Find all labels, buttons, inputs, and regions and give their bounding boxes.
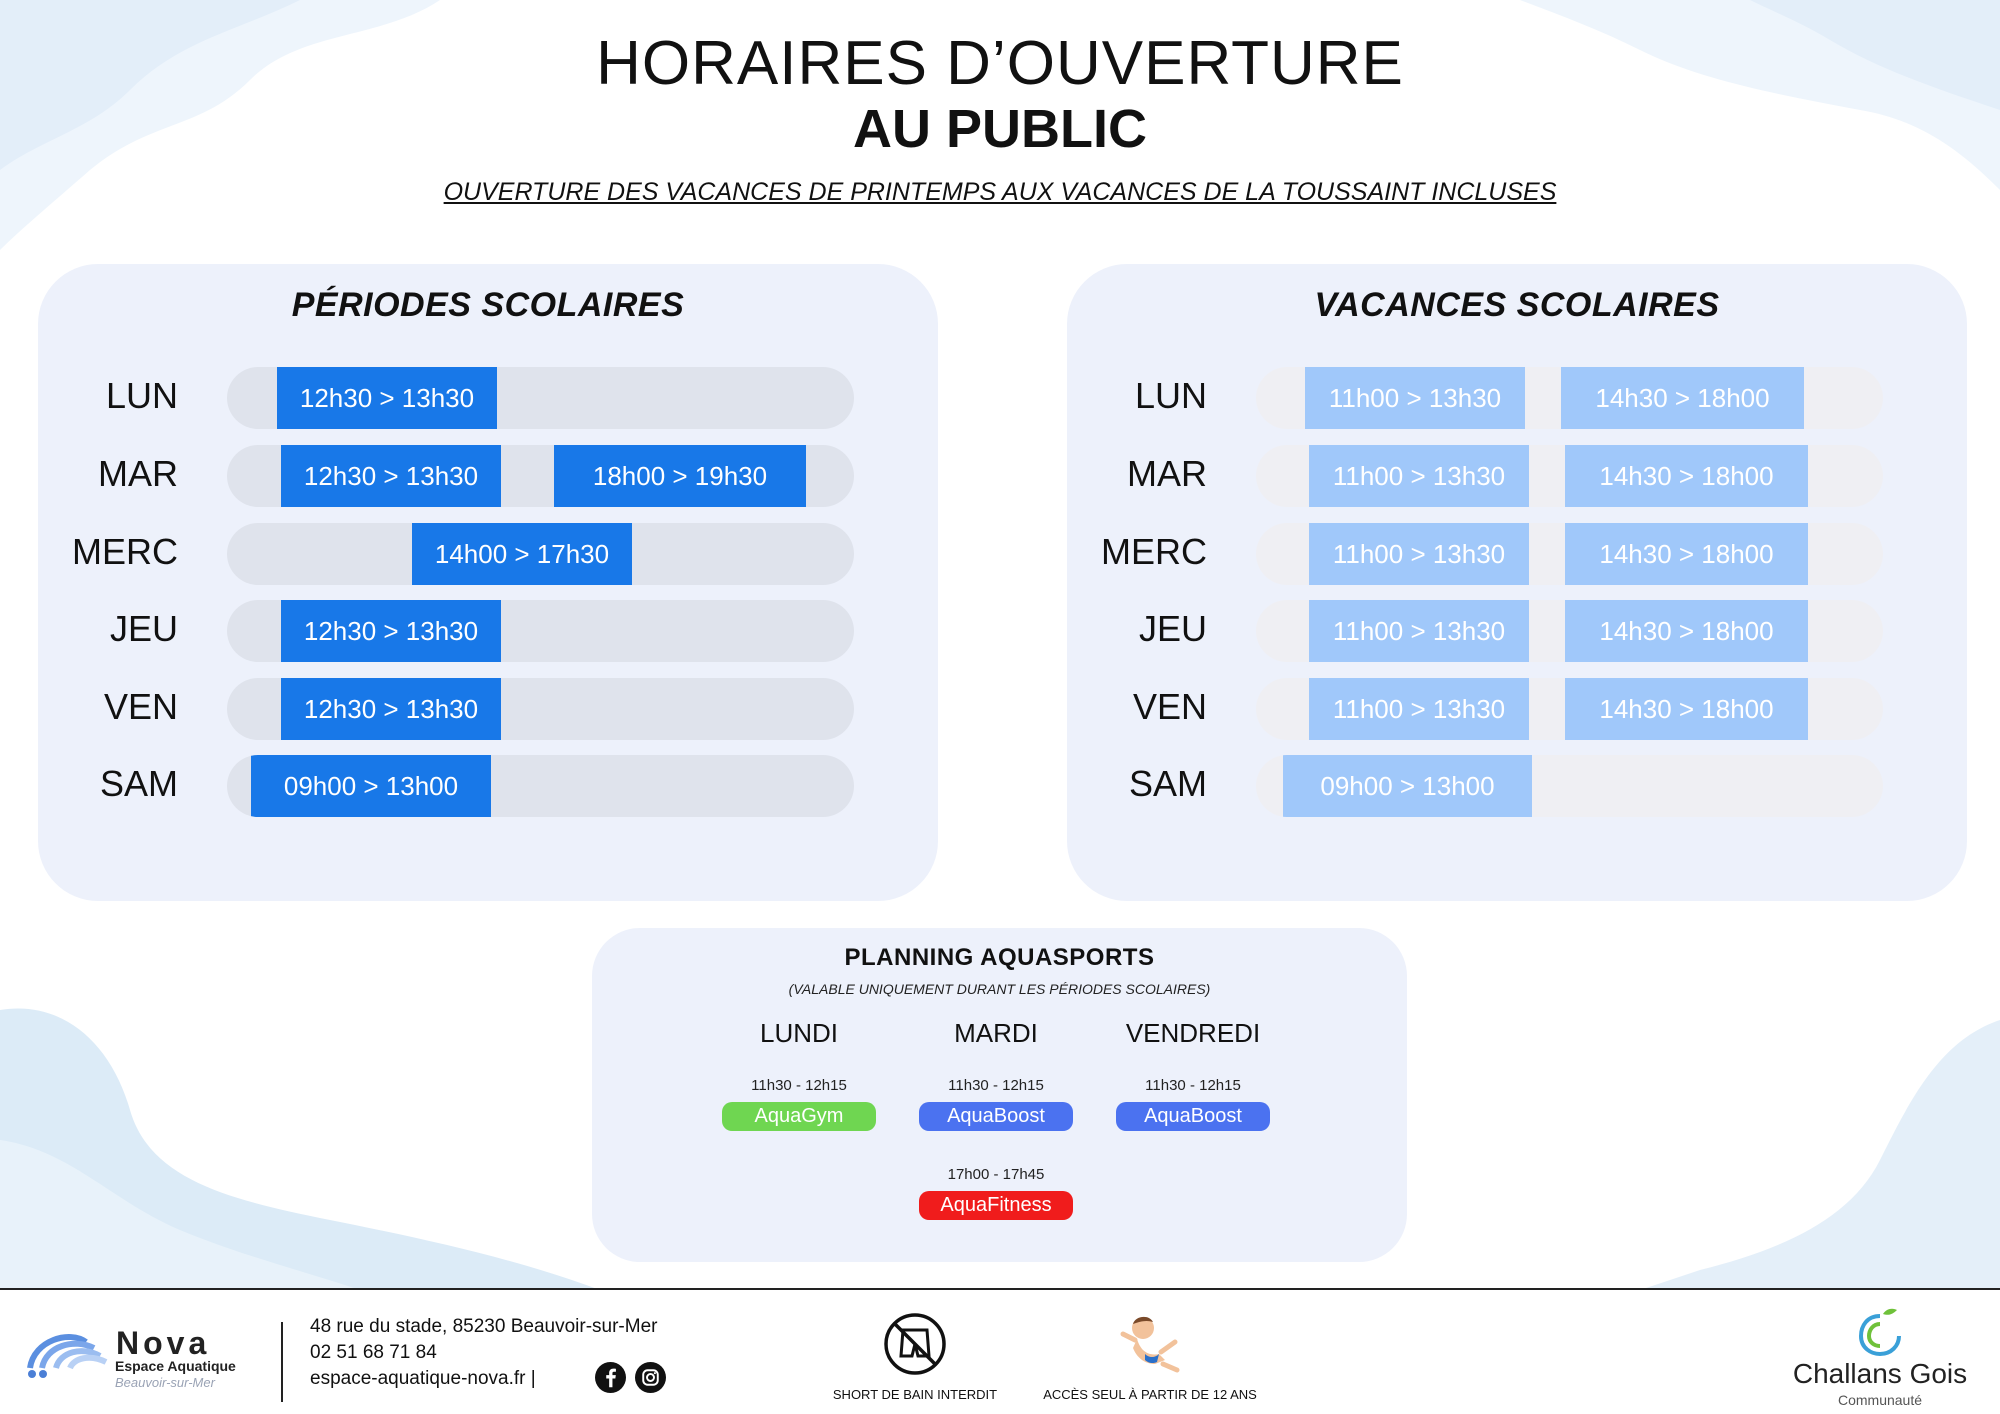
schedule-row: [38, 445, 938, 507]
footer-separator: [281, 1322, 283, 1402]
aquasports-day-vendredi: [1093, 1018, 1293, 1131]
schedule-row: [38, 755, 938, 817]
aquasports-day-label: LUNDI: [759, 1018, 838, 1048]
schedule-row: [1067, 600, 1967, 662]
page-title: HORAIRES D’OUVERTURE: [596, 29, 1404, 98]
day-label: VEN: [103, 686, 178, 727]
schedule-row: [38, 678, 938, 740]
session-time: 11h30 - 12h15: [751, 1077, 847, 1094]
time-track: [1256, 445, 1883, 507]
footer-address: 48 rue du stade, 85230 Beauvoir-sur-Mer: [310, 1316, 658, 1337]
time-track: [1256, 523, 1883, 585]
time-slot: 09h00 > 13h00: [1283, 755, 1532, 817]
time-slot: 14h00 > 17h30: [412, 523, 632, 585]
time-track: [227, 755, 854, 817]
aquasports-panel: [592, 928, 1407, 1262]
time-slot: 12h30 > 13h30: [277, 367, 497, 429]
child-swimmer-icon: [1115, 1312, 1185, 1376]
schedule-row: [1067, 445, 1967, 507]
time-track: [227, 600, 854, 662]
aquasports-day-label: VENDREDI: [1125, 1018, 1261, 1048]
time-slot: 11h00 > 13h30: [1309, 523, 1529, 585]
nova-arches-icon: [26, 1328, 112, 1378]
day-label: VEN: [1132, 686, 1207, 727]
time-slot: 14h30 > 18h00: [1565, 600, 1808, 662]
schedule-row: [38, 600, 938, 662]
facebook-icon[interactable]: [595, 1362, 626, 1393]
aquasports-note: (VALABLE UNIQUEMENT DURANT LES PÉRIODES SCOLAIRES): [788, 981, 1211, 997]
time-slot: 14h30 > 18h00: [1565, 445, 1808, 507]
time-track: [1256, 367, 1883, 429]
page-title-bold: AU PUBLIC: [853, 99, 1147, 159]
time-slot: 12h30 > 13h30: [281, 600, 501, 662]
challans-gois-name: Challans Gois: [1792, 1358, 1968, 1389]
time-track: [1256, 678, 1883, 740]
aquasports-title: PLANNING AQUASPORTS: [844, 944, 1155, 971]
challans-gois-logo: [1780, 1306, 1980, 1406]
schedule-row: [1067, 678, 1967, 740]
rule-age-label: ACCÈS SEUL À PARTIR DE 12 ANS: [1043, 1387, 1257, 1402]
challans-gois-sub: Communauté: [1837, 1392, 1923, 1408]
activity-pill: AquaFitness: [919, 1191, 1073, 1220]
time-slot: 18h00 > 19h30: [554, 445, 806, 507]
school-periods-panel: [38, 264, 938, 901]
day-label: LUN: [105, 375, 178, 416]
nova-brand-line2: Beauvoir-sur-Mer: [115, 1375, 215, 1390]
rule-shorts-label: SHORT DE BAIN INTERDIT: [832, 1387, 998, 1402]
school-periods-title: PÉRIODES SCOLAIRES: [291, 286, 685, 324]
schedule-row: [1067, 367, 1967, 429]
time-track: [1256, 600, 1883, 662]
time-slot: 11h00 > 13h30: [1305, 367, 1525, 429]
day-label: MAR: [1127, 453, 1207, 494]
school-holidays-title: VACANCES SCOLAIRES: [1314, 286, 1720, 324]
time-track: [227, 367, 854, 429]
time-slot: 12h30 > 13h30: [281, 445, 501, 507]
no-shorts-icon: [883, 1312, 947, 1376]
time-track: [227, 445, 854, 507]
day-label: MERC: [1101, 531, 1207, 572]
day-label: SAM: [1128, 763, 1207, 804]
schedule-row: [1067, 755, 1967, 817]
time-slot: 14h30 > 18h00: [1561, 367, 1804, 429]
footer-website[interactable]: espace-aquatique-nova.fr |: [310, 1368, 536, 1389]
rule-shorts: [815, 1312, 1015, 1402]
day-label: JEU: [109, 608, 178, 649]
rule-age: [1030, 1312, 1270, 1402]
schedule-row: [38, 523, 938, 585]
challans-gois-emblem-icon: [1855, 1306, 1905, 1358]
time-slot: 11h00 > 13h30: [1309, 445, 1529, 507]
footer-divider: [0, 1288, 2000, 1290]
nova-brand-line1: Espace Aquatique: [115, 1358, 236, 1374]
nova-brand-name: Nova: [116, 1325, 211, 1361]
time-slot: 09h00 > 13h00: [251, 755, 491, 817]
instagram-icon[interactable]: [635, 1362, 666, 1393]
session-time: 11h30 - 12h15: [1145, 1077, 1241, 1094]
day-label: MAR: [98, 453, 178, 494]
schedule-row: [1067, 523, 1967, 585]
footer-phone: 02 51 68 71 84: [310, 1342, 437, 1363]
aquasports-day-label: MARDI: [954, 1018, 1038, 1048]
activity-pill: AquaBoost: [919, 1102, 1073, 1131]
day-label: JEU: [1138, 608, 1207, 649]
day-label: LUN: [1134, 375, 1207, 416]
time-slot: 12h30 > 13h30: [281, 678, 501, 740]
aquasports-day-lundi: [699, 1018, 899, 1131]
time-slot: 11h00 > 13h30: [1309, 678, 1529, 740]
school-holidays-panel: [1067, 264, 1967, 901]
time-track: [227, 523, 854, 585]
day-label: SAM: [99, 763, 178, 804]
time-track: [227, 678, 854, 740]
time-slot: 14h30 > 18h00: [1565, 678, 1808, 740]
time-track: [1256, 755, 1883, 817]
session-time: 11h30 - 12h15: [948, 1077, 1044, 1094]
time-slot: 11h00 > 13h30: [1309, 600, 1529, 662]
activity-pill: AquaBoost: [1116, 1102, 1270, 1131]
nova-logo: [26, 1318, 266, 1398]
day-label: MERC: [72, 531, 178, 572]
activity-pill: AquaGym: [722, 1102, 876, 1131]
time-slot: 14h30 > 18h00: [1565, 523, 1808, 585]
page-subtitle: OUVERTURE DES VACANCES DE PRINTEMPS AUX VACANCES DE LA TOUSSAINT INCLUSES: [443, 178, 1557, 206]
session-time: 17h00 - 17h45: [947, 1166, 1045, 1183]
aquasports-day-mardi: [896, 1018, 1096, 1220]
schedule-row: [38, 367, 938, 429]
